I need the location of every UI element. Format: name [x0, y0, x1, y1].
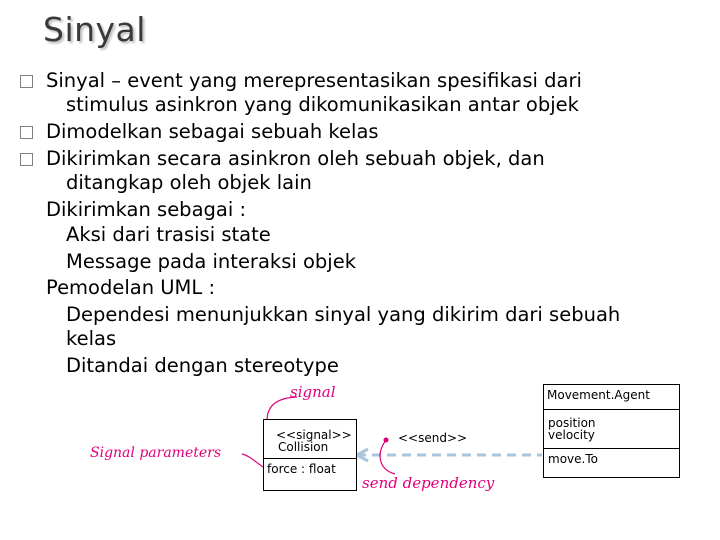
agent-operation: move.To: [548, 452, 598, 466]
bullet-2: Dimodelkan sebagai sebuah kelas: [46, 120, 379, 143]
agent-class-name: Movement.Agent: [547, 388, 650, 402]
bullet-1-line-1: Sinyal – event yang merepresentasikan spesifikasi dari: [46, 69, 582, 92]
signal-stereotype: <<signal>>: [276, 428, 352, 442]
signal-attribute: force : float: [267, 462, 336, 476]
uml-line-3: Ditandai dengan stereotype: [66, 354, 339, 377]
sent-as-item-1: Aksi dari trasisi state: [66, 223, 271, 246]
send-stereotype-label: <<send>>: [398, 431, 468, 445]
uml-heading: Pemodelan UML :: [46, 276, 216, 299]
uml-line-2: kelas: [66, 327, 117, 350]
bullet-1-line-2: stimulus asinkron yang dikomunikasikan antar objek: [66, 93, 579, 116]
class-divider: [264, 458, 356, 459]
class-divider: [544, 448, 679, 449]
sent-as-item-2: Message pada interaksi objek: [66, 250, 356, 273]
signal-parameters-note: Signal parameters: [90, 445, 222, 461]
bullet-3-line-1: Dikirimkan secara asinkron oleh sebuah objek, dan: [46, 147, 545, 170]
agent-attribute-velocity: velocity: [548, 428, 595, 442]
send-dependency-note: send dependency: [362, 474, 495, 492]
send-note-connector: [380, 440, 395, 474]
signal-class-name: Collision: [278, 440, 329, 454]
uml-line-1: Dependesi menunjukkan sinyal yang dikirim dari sebuah: [66, 303, 621, 326]
bullet-3-line-2: ditangkap oleh objek lain: [66, 171, 312, 194]
sent-as-heading: Dikirimkan sebagai :: [46, 198, 247, 221]
send-note-dot: [384, 438, 389, 443]
agent-attribute-position: position: [548, 416, 596, 430]
page-title: Sinyal: [43, 10, 146, 49]
signal-note: signal: [290, 383, 336, 401]
class-divider: [544, 409, 679, 410]
